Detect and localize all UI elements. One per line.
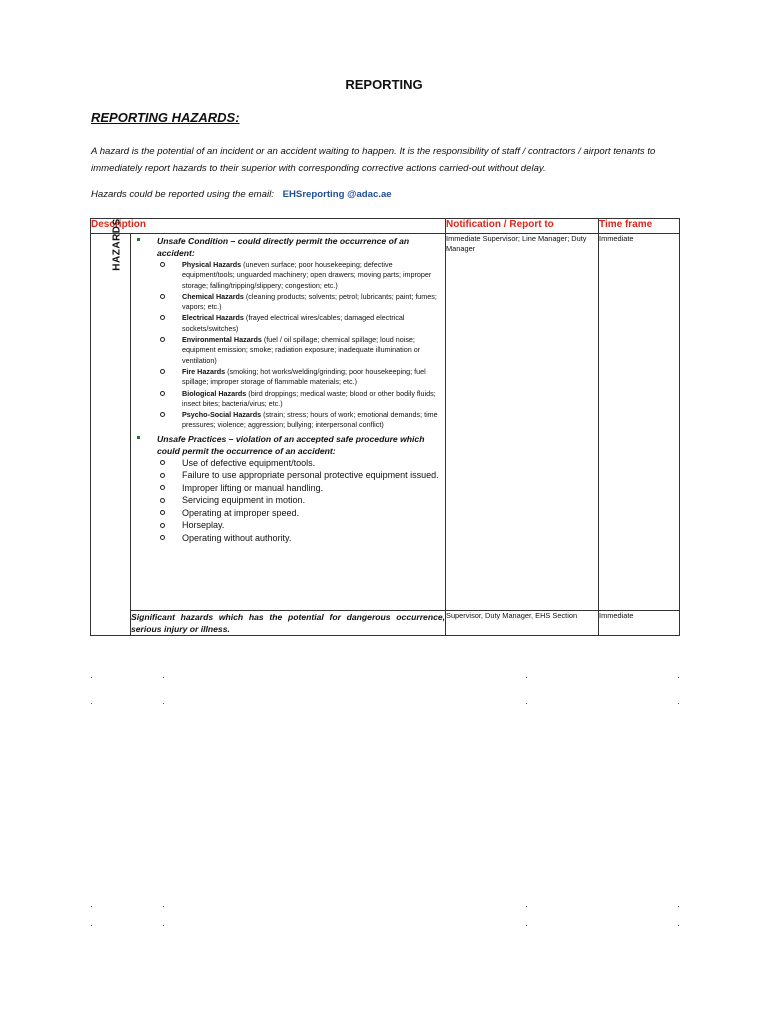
- email-line: [91, 189, 392, 200]
- circle-bullet-icon: [160, 337, 165, 342]
- hazard-type-detail: (cleaning products; solvents; petrol; lubricants; paint; fumes; vapors; etc.): [182, 291, 437, 312]
- condition-list-item: [131, 367, 445, 388]
- condition-list-item: [131, 389, 445, 410]
- circle-bullet-icon: [160, 315, 165, 320]
- divider-dot: [91, 703, 92, 704]
- notification-cell: Immediate Supervisor; Line Manager; Duty Manager: [446, 234, 599, 611]
- divider-dot: [163, 677, 164, 678]
- table-header-row: [91, 219, 680, 234]
- practice-text: Use of defective equipment/tools.: [182, 457, 316, 468]
- hazard-type-detail: (strain; stress; hours of work; emotional demands; time pressures; violence; aggression; bullying; interpersonal conflict): [182, 410, 438, 430]
- circle-bullet-icon: [160, 535, 165, 540]
- email-link[interactable]: EHSreporting @adac.ae: [282, 189, 392, 200]
- practice-list-item: [131, 494, 445, 507]
- hazard-type-detail: (smoking; hot works/welding/grinding; poor housekeeping; fuel spillage; improper storage of flammable materials; etc.): [182, 366, 426, 387]
- practice-list: [131, 457, 445, 545]
- divider-dot: [678, 906, 679, 907]
- circle-bullet-icon: [160, 460, 165, 465]
- table-row: [91, 611, 680, 636]
- practice-text: Improper lifting or manual handling.: [182, 482, 324, 493]
- condition-list-item: [131, 313, 445, 334]
- circle-bullet-icon: [160, 294, 165, 299]
- unsafe-condition-text: Unsafe Condition – could directly permit the occurrence of an accident:: [157, 236, 410, 258]
- circle-bullet-icon: [160, 523, 165, 528]
- notification-cell: Supervisor, Duty Manager, EHS Section: [446, 611, 599, 636]
- divider-dot: [91, 906, 92, 907]
- square-bullet-icon: [137, 436, 140, 439]
- table-row: [91, 234, 680, 611]
- practice-text: Operating without authority.: [182, 532, 292, 543]
- divider-dot: [526, 906, 527, 907]
- circle-bullet-icon: [160, 369, 165, 374]
- divider-dot: [526, 925, 527, 926]
- timeframe-cell: Immediate: [599, 611, 680, 636]
- intro-paragraph: A hazard is the potential of an incident or an accident waiting to happen. It is the responsibility of staff / contractors / airport tenants to immediately report hazards to their superior with corresponding corrective actions carried-out without delay.: [91, 146, 656, 174]
- square-bullet-icon: [137, 238, 140, 241]
- practice-list-item: [131, 519, 445, 532]
- hazards-table: [90, 218, 680, 636]
- description-cell: [131, 234, 446, 611]
- divider-dot: [91, 925, 92, 926]
- circle-bullet-icon: [160, 391, 165, 396]
- circle-bullet-icon: [160, 510, 165, 515]
- hazard-type-detail: (uneven surface; poor housekeeping; defective equipment/tools; unguarded machinery; open drawers; moving parts; improper storage; falling/tripping/slippery; congestion; etc.): [182, 260, 432, 290]
- practice-list-item: [131, 532, 445, 545]
- divider-dot: [678, 703, 679, 704]
- condition-list-item: [131, 292, 445, 313]
- hazard-type-name: Chemical Hazards: [182, 291, 244, 301]
- practice-text: Servicing equipment in motion.: [182, 495, 306, 506]
- divider-dot: [91, 677, 92, 678]
- circle-bullet-icon: [160, 412, 165, 417]
- timeframe-cell: Immediate: [599, 234, 680, 611]
- significant-hazards-text: Significant hazards which has the potential for dangerous occurrence, serious injury or illness.: [131, 612, 446, 634]
- hazard-type-name: Environmental Hazards: [182, 335, 262, 345]
- condition-list-item: [131, 410, 445, 431]
- condition-list-item: [131, 335, 445, 366]
- hazards-side-label: HAZARDS: [111, 218, 123, 271]
- practice-list-item: [131, 457, 445, 470]
- divider-dot: [163, 703, 164, 704]
- hazard-type-detail: (frayed electrical wires/cables; damaged electrical sockets/switches): [182, 313, 405, 333]
- page-title: REPORTING: [345, 77, 423, 92]
- section-title: REPORTING HAZARDS:: [91, 110, 240, 125]
- divider-dot: [526, 677, 527, 678]
- circle-bullet-icon: [160, 485, 165, 490]
- hazard-type-detail: (bird droppings; medical waste; blood or other bodily fluids; insect bites; bacteria/virus; etc.): [182, 388, 436, 408]
- hazard-type-name: Biological Hazards: [182, 388, 247, 398]
- divider-dot: [678, 925, 679, 926]
- divider-dot: [163, 906, 164, 907]
- unsafe-practices-text: Unsafe Practices – violation of an accepted safe procedure which could permit the occurrence of an accident:: [157, 433, 425, 456]
- practice-text: Operating at improper speed.: [182, 507, 300, 518]
- divider-dot: [526, 703, 527, 704]
- condition-list: [131, 260, 445, 431]
- circle-bullet-icon: [160, 262, 165, 267]
- circle-bullet-icon: [160, 473, 165, 478]
- practice-list-item: [131, 482, 445, 495]
- practice-text: Failure to use appropriate personal protective equipment issued.: [182, 470, 439, 481]
- divider-dot: [163, 925, 164, 926]
- unsafe-practices-item: [131, 433, 445, 457]
- header-description: Description: [91, 219, 446, 234]
- hazard-type-name: Psycho-Social Hazards: [182, 410, 262, 420]
- divider-dot: [678, 677, 679, 678]
- circle-bullet-icon: [160, 498, 165, 503]
- practice-list-item: [131, 469, 445, 482]
- significant-hazards-cell: [131, 611, 446, 636]
- practice-list-item: [131, 507, 445, 520]
- email-label: Hazards could be reported using the email:: [91, 189, 274, 200]
- header-notification: Notification / Report to: [446, 219, 599, 234]
- condition-list-item: [131, 260, 445, 291]
- hazard-type-name: Fire Hazards: [182, 366, 226, 376]
- hazard-type-name: Electrical Hazards: [182, 313, 244, 323]
- hazard-type-detail: (fuel / oil spillage; chemical spillage; loud noise; equipment emission; smoke; radiation exposure; inadequate illumination or ventilation): [182, 335, 421, 365]
- practice-text: Horseplay.: [182, 520, 225, 531]
- header-timeframe: Time frame: [599, 219, 680, 234]
- hazard-type-name: Physical Hazards: [182, 260, 242, 269]
- unsafe-condition-item: [131, 235, 445, 259]
